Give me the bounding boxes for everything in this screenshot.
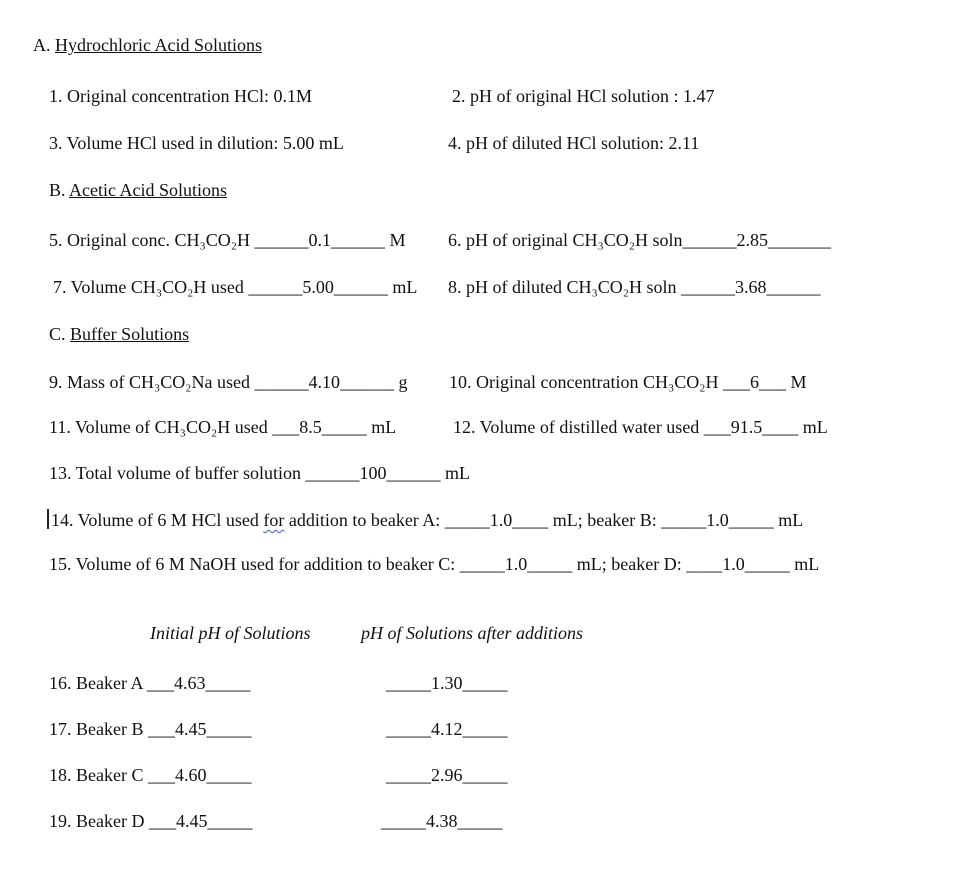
section-b-title: Acetic Acid Solutions — [69, 180, 228, 200]
section-c-letter: C. — [49, 324, 66, 344]
question-14-suffix: addition to beaker A: _____1.0____ mL; beaker B: _____1.0_____ mL — [284, 510, 804, 530]
question-7: 7. Volume CH₃CO₂H used ______5.00______ mL — [53, 277, 418, 297]
question-1: 1. Original concentration HCl: 0.1M — [49, 86, 312, 106]
question-14[interactable] — [47, 509, 803, 531]
section-a-letter: A. — [33, 35, 51, 55]
section-a-heading — [33, 34, 262, 56]
question-5: 5. Original conc. CH₃CO₂H ______0.1______ M — [49, 230, 406, 250]
after-ph-header: pH of Solutions after additions — [361, 623, 584, 643]
question-9: 9. Mass of CH₃CO₂Na used ______4.10______ g — [49, 372, 408, 392]
beaker-d-initial: 19. Beaker D ___4.45_____ — [49, 811, 253, 831]
question-13: 13. Total volume of buffer solution ______100______ mL — [49, 463, 471, 483]
question-15: 15. Volume of 6 M NaOH used for addition to beaker C: _____1.0_____ mL; beaker D: ____1.0_____ mL — [49, 554, 820, 574]
section-b-heading — [49, 179, 227, 201]
question-8: 8. pH of diluted CH₃CO₂H soln ______3.68______ — [448, 277, 821, 297]
beaker-b-after: _____4.12_____ — [386, 719, 508, 739]
spellcheck-word: for — [263, 510, 285, 530]
text-cursor — [47, 509, 49, 529]
beaker-c-after: _____2.96_____ — [386, 765, 508, 785]
question-10: 10. Original concentration CH₃CO₂H ___6___ M — [449, 372, 807, 392]
beaker-a-after: _____1.30_____ — [386, 673, 508, 693]
beaker-b-initial: 17. Beaker B ___4.45_____ — [49, 719, 252, 739]
section-b-letter: B. — [49, 180, 66, 200]
beaker-a-initial: 16. Beaker A ___4.63_____ — [49, 673, 251, 693]
initial-ph-header: Initial pH of Solutions — [150, 623, 311, 643]
question-3: 3. Volume HCl used in dilution: 5.00 mL — [49, 133, 344, 153]
question-12: 12. Volume of distilled water used ___91.5____ mL — [453, 417, 828, 437]
beaker-c-initial: 18. Beaker C ___4.60_____ — [49, 765, 252, 785]
question-2: 2. pH of original HCl solution : 1.47 — [452, 86, 715, 106]
section-c-heading — [49, 323, 189, 345]
section-c-title: Buffer Solutions — [70, 324, 190, 344]
question-6: 6. pH of original CH₃CO₂H soln______2.85_______ — [448, 230, 832, 250]
section-a-title: Hydrochloric Acid Solutions — [55, 35, 262, 55]
question-11: 11. Volume of CH₃CO₂H used ___8.5_____ mL — [49, 417, 397, 437]
question-4: 4. pH of diluted HCl solution: 2.11 — [448, 133, 700, 153]
question-14-prefix: 14. Volume of 6 M HCl used — [51, 510, 264, 530]
beaker-d-after: _____4.38_____ — [381, 811, 503, 831]
